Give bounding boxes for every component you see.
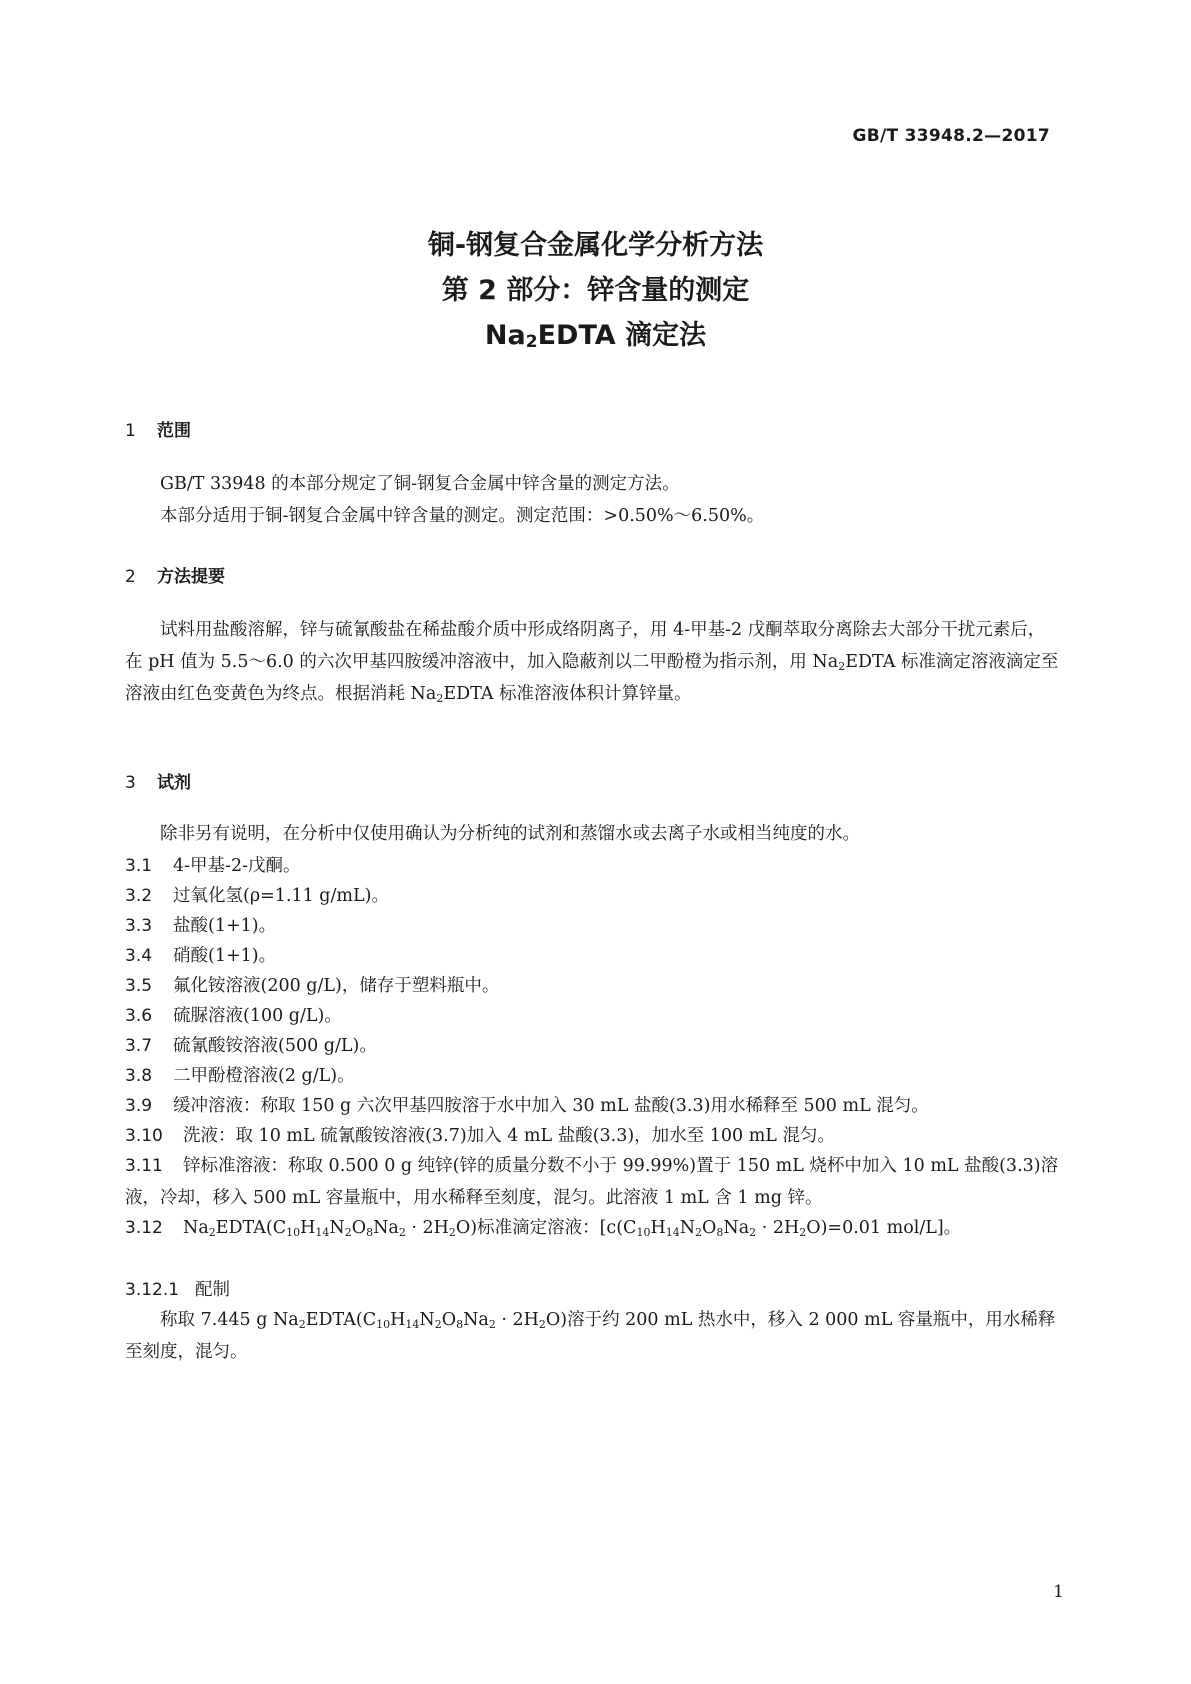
- text-run: O)溶于约 200 mL 热水中，移入 2 000 mL 容量瓶中，用水稀释至刻度，混匀。: [125, 1310, 1056, 1362]
- subscript: 8: [366, 1226, 374, 1239]
- item-text: 氟化铵溶液(200 g/L)，储存于塑料瓶中。: [173, 976, 500, 996]
- reagent-item: [125, 970, 1062, 1002]
- reagent-item: [125, 880, 1062, 912]
- item-number: 3.9: [125, 1096, 153, 1116]
- text-run: EDTA(C: [215, 1218, 287, 1238]
- section-heading-method-summary: [125, 562, 225, 587]
- preparation-paragraph: [125, 1304, 1062, 1368]
- section-number: 2: [125, 567, 136, 587]
- text-run: EDTA 标准滴定溶液滴定至溶液由红色变黄色为终点。根据消耗 Na: [125, 652, 1059, 704]
- text-run: · 2H: [405, 1218, 449, 1238]
- item-text: 二甲酚橙溶液(2 g/L)。: [173, 1066, 355, 1086]
- section-title: 方法提要: [157, 567, 225, 587]
- reagent-item: [125, 910, 1062, 942]
- text-run: N: [329, 1218, 345, 1238]
- item-number: 3.10: [125, 1126, 163, 1146]
- subscript: 10: [286, 1226, 301, 1239]
- item-text: 硫氰酸铵溶液(500 g/L)。: [173, 1036, 377, 1056]
- page-number: 1: [1053, 1582, 1064, 1602]
- item-number: 3.12: [125, 1218, 163, 1238]
- subscript: 2: [749, 1226, 757, 1239]
- item-number: 3.3: [125, 916, 153, 936]
- subscript: 2: [436, 692, 444, 705]
- title-na: Na: [484, 320, 526, 351]
- text-run: Na: [723, 1218, 750, 1238]
- reagent-item: [125, 850, 1062, 882]
- reagent-item: [125, 940, 1062, 972]
- item-number: 3.2: [125, 886, 153, 906]
- text-run: N: [419, 1310, 435, 1330]
- item-text: 配制: [195, 1280, 230, 1300]
- item-text: 盐酸(1+1)。: [173, 916, 277, 936]
- item-text: 4-甲基-2-戊酮。: [173, 856, 301, 876]
- text-run: N: [679, 1218, 696, 1238]
- subscript: 2: [208, 1226, 216, 1239]
- reagent-item: [125, 1120, 1062, 1152]
- reagent-item: [125, 1090, 1062, 1122]
- text-run: O: [441, 1310, 457, 1330]
- section-number: 1: [125, 421, 136, 441]
- subscript: 2: [434, 1318, 442, 1331]
- text-run: O)=0.01 mol/L]。: [806, 1218, 962, 1238]
- title-edta: EDTA 滴定法: [537, 320, 707, 351]
- item-text: 缓冲溶液：称取 150 g 六次甲基四胺溶于水中加入 30 mL 盐酸(3.3)用水稀释至 500 mL 混匀。: [173, 1096, 929, 1116]
- subscript: 2: [838, 660, 846, 673]
- item-number: 3.4: [125, 946, 153, 966]
- item-text: 洗液：取 10 mL 硫氰酸铵溶液(3.7)加入 4 mL 盐酸(3.3)，加水至 100 mL 混匀。: [183, 1126, 835, 1146]
- reagent-item: [125, 1060, 1062, 1092]
- subscript: 10: [636, 1226, 651, 1239]
- text-run: EDTA 标准溶液体积计算锌量。: [443, 684, 692, 704]
- text-run: H: [650, 1218, 666, 1238]
- reagent-item: [125, 1030, 1062, 1062]
- subclause-heading-3-12-1: [125, 1274, 1062, 1306]
- section-number: 3: [125, 773, 136, 793]
- text-run: 试料用盐酸溶解，锌与硫氰酸盐在稀盐酸介质中形成络阴离子，用 4-甲基-2 戊酮萃取分离除去大部分干扰元素后，在 pH 值为 5.5～6.0 的六次甲基四胺缓冲溶液中，加入隐蔽剂以二甲酚橙为指示剂，用 Na: [125, 620, 1046, 672]
- subscript: 2: [488, 1318, 496, 1331]
- item-text: 过氧化氢(ρ=1.11 g/mL)。: [173, 886, 389, 906]
- item-number: 3.5: [125, 976, 153, 996]
- text-run: Na: [463, 1310, 489, 1330]
- section-title: 范围: [157, 421, 191, 441]
- section-heading-scope: [125, 416, 191, 441]
- text-run: EDTA(C: [305, 1310, 377, 1330]
- reagents-intro: 除非另有说明，在分析中仅使用确认为分析纯的试剂和蒸馏水或去离子水或相当纯度的水。: [160, 824, 860, 844]
- subscript: 10: [376, 1318, 391, 1331]
- text-run: H: [300, 1218, 316, 1238]
- subscript: 2: [344, 1226, 352, 1239]
- subscript: 14: [665, 1226, 680, 1239]
- reagent-item: [125, 1150, 1062, 1214]
- item-number: 3.7: [125, 1036, 153, 1056]
- scope-paragraph-1: GB/T 33948 的本部分规定了铜-钢复合金属中锌含量的测定方法。: [160, 474, 680, 494]
- method-summary-paragraph: [125, 614, 1062, 710]
- text-run: Na: [373, 1218, 399, 1238]
- text-run: 称取 7.445 g Na: [160, 1310, 299, 1330]
- text-run: · 2H: [495, 1310, 539, 1330]
- subscript: 2: [538, 1318, 546, 1331]
- subscript: 2: [398, 1226, 406, 1239]
- title-line-1: 铜-钢复合金属化学分析方法: [427, 230, 764, 261]
- section-heading-reagents: [125, 768, 191, 793]
- subscript: 2: [695, 1226, 703, 1239]
- text-run: O)标准滴定溶液：[c(C: [455, 1218, 637, 1238]
- subscript: 2: [298, 1318, 306, 1331]
- item-number: 3.8: [125, 1066, 153, 1086]
- item-text: 锌标准溶液：称取 0.500 0 g 纯锌(锌的质量分数不小于 99.99%)置于 150 mL 烧杯中加入 10 mL 盐酸(3.3)溶液，冷却，移入 500 mL 容量瓶中，用水稀释至刻度，混匀。此溶液 1 mL 含 1 mg 锌。: [125, 1156, 1059, 1208]
- subscript: 14: [315, 1226, 330, 1239]
- title-line-3: [0, 320, 1191, 352]
- item-text: 硫脲溶液(100 g/L)。: [173, 1006, 342, 1026]
- subscript: 2: [448, 1226, 456, 1239]
- subscript: 8: [456, 1318, 464, 1331]
- title-line-2: 第 2 部分：锌含量的测定: [441, 275, 750, 306]
- text-run: O: [351, 1218, 367, 1238]
- subscript: 8: [716, 1226, 724, 1239]
- subscript: 2: [799, 1226, 807, 1239]
- subscript: 14: [405, 1318, 420, 1331]
- title-subscript: 2: [525, 332, 538, 352]
- text-run: O: [702, 1218, 717, 1238]
- reagent-item: [125, 1000, 1062, 1032]
- item-number: 3.12.1: [125, 1280, 180, 1300]
- standard-number: GB/T 33948.2—2017: [852, 126, 1050, 146]
- item-number: 3.1: [125, 856, 153, 876]
- item-text: 硝酸(1+1)。: [173, 946, 277, 966]
- reagent-item-3-12: [125, 1212, 1062, 1244]
- section-title: 试剂: [157, 773, 191, 793]
- text-run: H: [390, 1310, 406, 1330]
- scope-paragraph-2: 本部分适用于铜-钢复合金属中锌含量的测定。测定范围：>0.50%～6.50%。: [160, 506, 765, 526]
- text-run: Na: [183, 1218, 209, 1238]
- item-number: 3.6: [125, 1006, 153, 1026]
- text-run: · 2H: [756, 1218, 800, 1238]
- item-number: 3.11: [125, 1156, 163, 1176]
